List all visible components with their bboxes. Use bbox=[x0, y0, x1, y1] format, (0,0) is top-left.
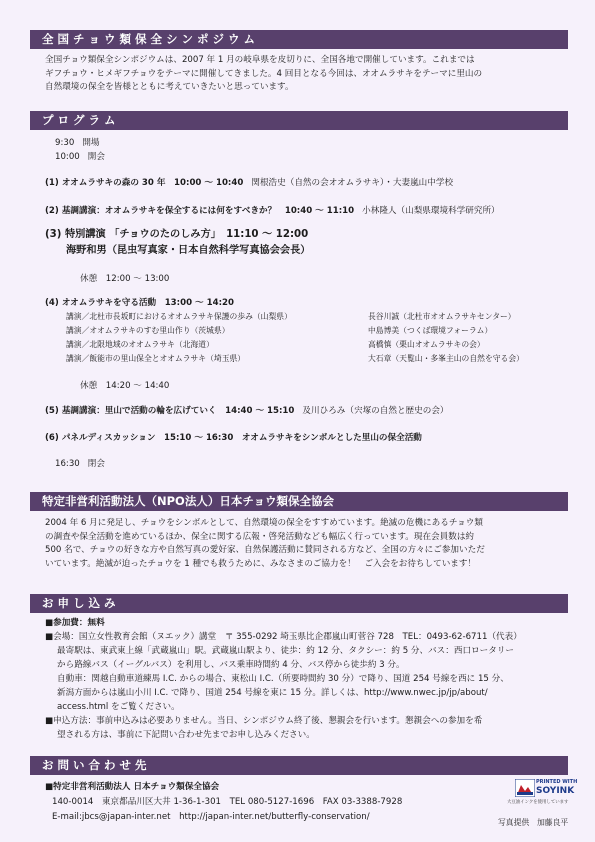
program-item-2 bbox=[45, 205, 500, 217]
car-line-1: 自動車：関越自動車道練馬 I.C. からの場合、東松山 I.C.（所要時間約 30 分）で降り、国道 254 号線を西に 15 分、 bbox=[57, 674, 509, 684]
open2-time: 10:00 bbox=[55, 152, 80, 162]
contact-org: ■特定非営利活動法人 日本チョウ類保全協会 bbox=[45, 782, 220, 792]
soy-ink-icon bbox=[515, 779, 535, 797]
npo-description: 2004 年 6 月に発足し、チョウをシンボルとして、自然環境の保全をすすめています。絶滅の危機にあるチョウ類 の調査や保全活動を進めているほか、保全に関する広報・啓発活動なども幅広く行っています。現在会員数は約 500 名で、チョウの好きな方や自然写真の愛好家、自然保護活動に賛同される方など、全国の方々にご参加いただ いています。絶滅が迫ったチョウを 1 種でも救うために、みなさまのご協力を！ ご入会をお待ちしています！ bbox=[45, 518, 485, 569]
program-item-1 bbox=[45, 177, 453, 189]
program-item-5 bbox=[45, 405, 449, 417]
talk-2-title: 講演／オオムラサキのすむ里山作り（茨城県） bbox=[66, 326, 230, 335]
break-1: 休憩 12:00 ～ 13:00 bbox=[80, 274, 170, 284]
car-line-3: access.html をご覧ください。 bbox=[57, 702, 180, 712]
open2-label: 開会 bbox=[87, 152, 105, 162]
item2-title: (2) 基調講演：オオムラサキを保全するには何をすべきか？ 10:40 ～ 11:10 bbox=[45, 206, 355, 216]
open1-label: 開場 bbox=[82, 138, 100, 148]
soy-logo-caption: 大豆油インクを使用しています bbox=[507, 800, 569, 805]
contact-address: 140-0014 東京都品川区大井 1-36-1-301 TEL 080-5127-1696 FAX 03-3388-7928 bbox=[52, 797, 403, 807]
program-item-4: (4) オオムラサキを守る活動 13:00 ～ 14:20 bbox=[45, 298, 234, 308]
talk-1-title: 講演／北杜市長坂町におけるオオムラサキ保護の歩み（山梨県） bbox=[66, 312, 292, 321]
talk-3-title: 講演／北限地域のオオムラサキ（北海道） bbox=[66, 340, 214, 349]
program-item-3: (3) 特別講演 「チョウのたのしみ方」 11:10 ～ 12:00 bbox=[45, 229, 309, 240]
intro-text: 全国チョウ類保全シンポジウムは、2007 年 1 月の岐阜県を皮切りに、全国各地で開催しています。これまでは ギフチョウ・ヒメギフチョウをテーマに開催してきました。4 回目となる今回は、オオムラサキをテーマに里山の 自然環境の保全を皆様とともに考えていきたいと思っています。 bbox=[45, 55, 483, 93]
program-row-open2 bbox=[55, 151, 105, 163]
car-line-2: 新潟方面からは嵐山小川 I.C. で降り、国道 254 号線を東に 15 分。詳しくは、http://www.nwec.jp/jp/about/ bbox=[57, 688, 488, 698]
section-header-contact: お 問 い 合 わ せ 先 bbox=[30, 756, 568, 775]
item2-speaker: 小林隆人（山梨県環境科学研究所） bbox=[362, 206, 500, 216]
talk-2-speaker: 中島博美（つくば環境フォーラム） bbox=[368, 326, 493, 335]
item5-title: (5) 基調講演：里山で活動の輪を広げていく 14:40 ～ 15:10 bbox=[45, 406, 295, 416]
item5-speaker: 及川ひろみ（宍塚の自然と歴史の会） bbox=[302, 406, 449, 416]
talk-4-speaker: 大石章（天覧山・多峯主山の自然を守る会） bbox=[368, 354, 524, 363]
talk-1-speaker: 長谷川誠（北杜市オオムラサキセンター） bbox=[368, 312, 516, 321]
program-item-3-speaker: 海野和男（昆虫写真家・日本自然科学写真協会会長） bbox=[66, 245, 311, 256]
access-line-1: 最寄駅は、東武東上線「武蔵嵐山」駅。武蔵嵐山駅より、徒歩：約 12 分、タクシー：約 5 分、バス：西口ロータリー bbox=[57, 646, 515, 656]
talk-3-speaker: 高橋慎（栗山オオムラサキの会） bbox=[368, 340, 485, 349]
soy-logo-line2: SOYINK bbox=[536, 786, 575, 796]
break-2: 休憩 14:20 ～ 14:40 bbox=[80, 381, 170, 391]
program-row-open1 bbox=[55, 137, 100, 149]
program-row-close bbox=[55, 458, 105, 470]
soy-logo-line1: PRINTED WITH bbox=[536, 779, 578, 785]
program-item-6: (6) パネルディスカッション 15:10 ～ 16:30 オオムラサキをシンボルとした里山の保全活動 bbox=[45, 433, 422, 443]
open1-time: 9:30 bbox=[55, 138, 75, 148]
contact-web: E-mail:jbcs@japan-inter.net http://japan-inter.net/butterfly-conservation/ bbox=[52, 812, 370, 822]
application-venue: ■会場：国立女性教育会館（ヌエック）講堂 〒 355-0292 埼玉県比企郡嵐山町菅谷 728 TEL：0493-62-6711（代表） bbox=[45, 632, 522, 642]
photo-credit: 写真提供 加藤良平 bbox=[498, 818, 569, 827]
section-header-program: プ ロ グ ラ ム bbox=[30, 111, 568, 130]
section-header-symposium: 全 国 チ ョ ウ 類 保 全 シ ン ポ ジ ウ ム bbox=[30, 30, 568, 49]
access-line-2: から路線バス（イーグルバス）を利用し、バス乗車時間約 4 分、バス停から徒歩約 3 分。 bbox=[57, 660, 405, 670]
application-fee: ■参加費：無料 bbox=[45, 618, 105, 628]
item1-speaker: 関根浩史（自然の会オオムラサキ）・大妻嵐山中学校 bbox=[251, 178, 454, 188]
talk-4-title: 講演／飯能市の里山保全とオオムラサキ（埼玉県） bbox=[66, 354, 246, 363]
section-header-application: お 申 し 込 み bbox=[30, 594, 568, 613]
application-method-2: 望される方は、事前に下記問い合わせ先までお申し込みください。 bbox=[57, 730, 315, 740]
item1-title: (1) オオムラサキの森の 30 年 10:00 ～ 10:40 bbox=[45, 178, 244, 188]
close-time: 16:30 bbox=[55, 459, 80, 469]
application-method-1: ■申込方法：事前申込みは必要ありません。当日、シンポジウム終了後、懇親会を行います。懇親会への参加を希 bbox=[45, 716, 483, 726]
close-label: 閉会 bbox=[87, 459, 105, 469]
section-header-npo: 特定非営利活動法人（NPO法人）日本チョウ類保全協会 bbox=[30, 492, 568, 511]
